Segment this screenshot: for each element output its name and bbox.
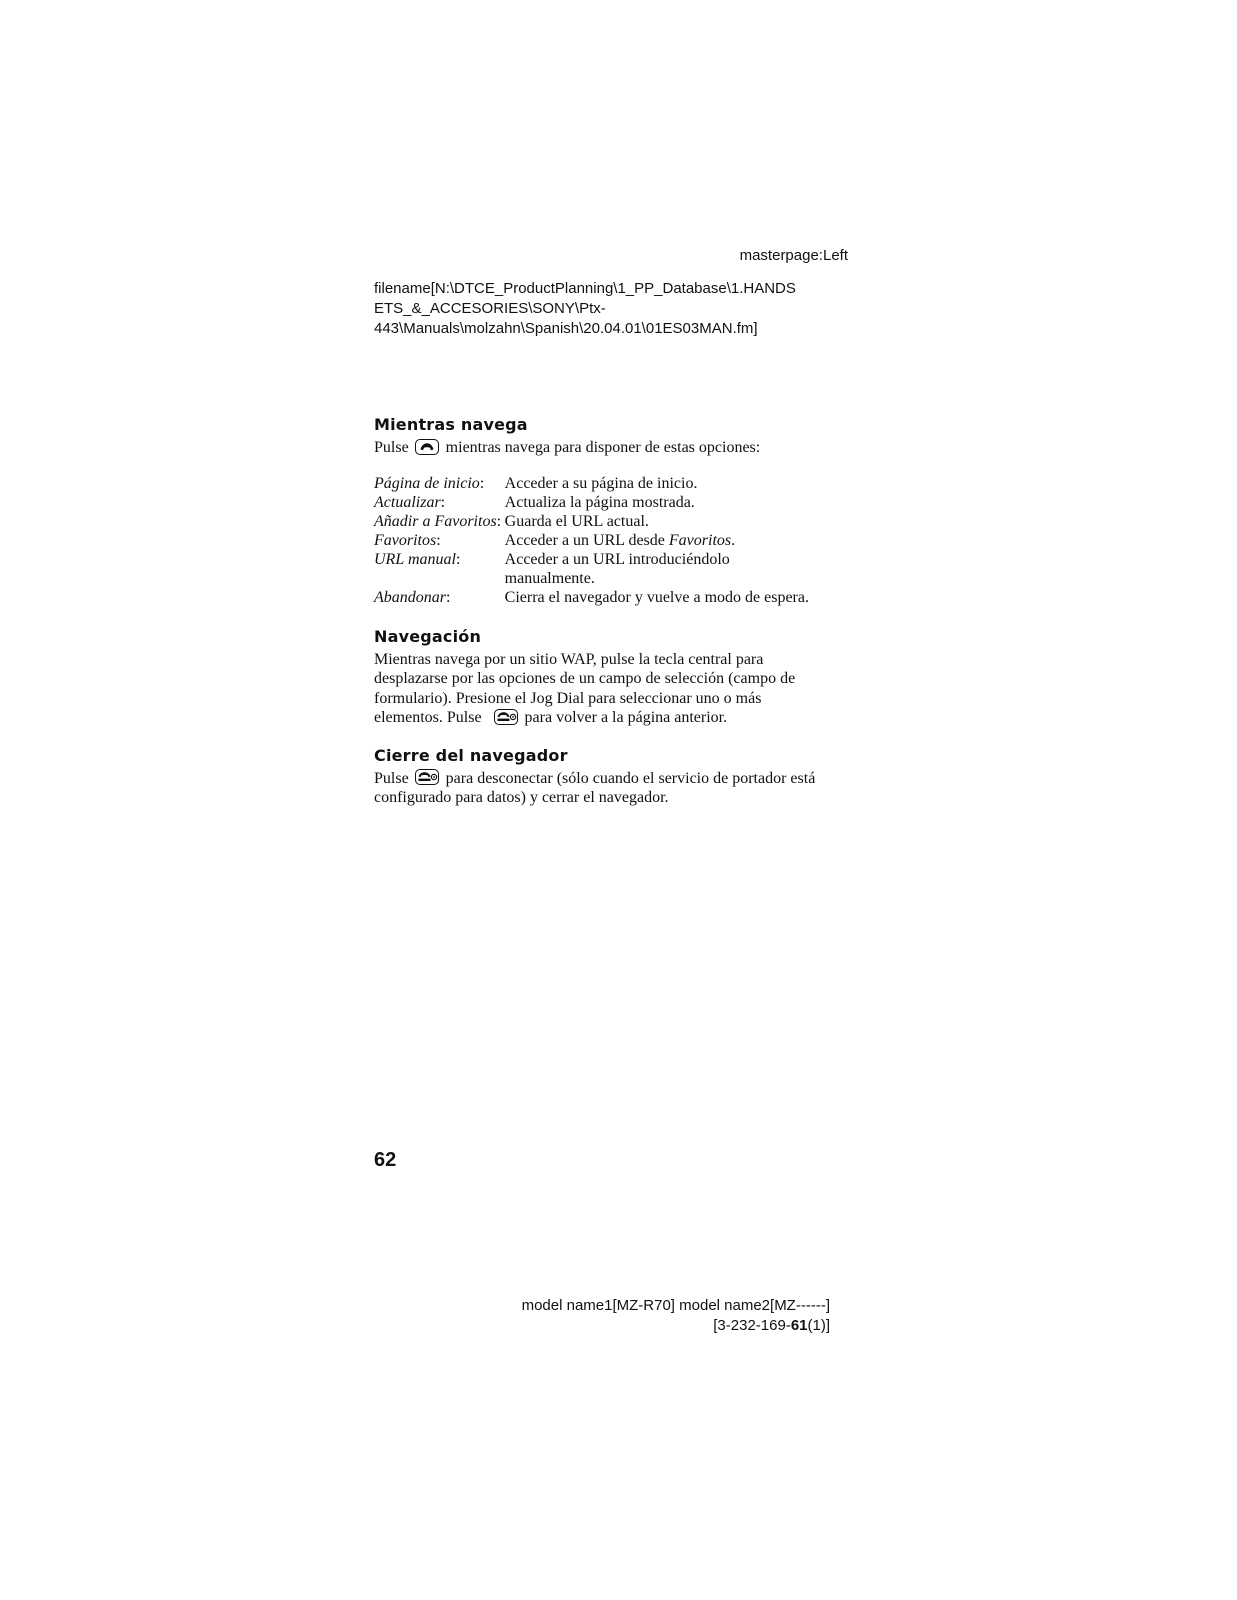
option-desc: Cierra el navegador y vuelve a modo de espera. (504, 588, 809, 606)
end-key-icon (494, 709, 518, 725)
options-table (374, 474, 854, 607)
section-title-browsing: Mientras navega (374, 415, 528, 434)
browsing-intro-start: Pulse (374, 439, 409, 456)
option-term: URL manual: (374, 550, 461, 568)
option-term: Abandonar: (374, 588, 451, 606)
call-key-icon (415, 439, 439, 455)
option-term: Actualizar: (374, 493, 446, 511)
navigation-text-start: Mientras navega por un sitio WAP, pulse la tecla central para desplazarse por las opciones de un campo de selección (campo de formulario). Presione el Jog Dial para seleccionar uno o más elementos. Pulse (374, 650, 796, 726)
navigation-text (374, 650, 832, 728)
filename-block (374, 279, 844, 339)
close-text-end: para desconectar (sólo cuando el servicio de portador está configurado para datos) y cerrar el navegador. (374, 769, 816, 806)
option-term: Añadir a Favoritos: (374, 512, 502, 530)
option-desc: Acceder a un URL introduciéndolo manualmente. (504, 550, 730, 587)
footer-code-line: [3-232-169-61(1)] (713, 1317, 830, 1334)
option-row (374, 588, 854, 607)
browsing-intro (374, 438, 854, 458)
filename-line-2: ETS_&_ACCESORIES\SONY\Ptx- (374, 300, 606, 317)
end-key-icon (415, 769, 439, 785)
page-number: 62 (374, 1149, 397, 1171)
option-desc: Actualiza la página mostrada. (504, 493, 695, 511)
filename-line-3: 443\Manuals\molzahn\Spanish\20.04.01\01ES03MAN.fm] (374, 320, 758, 337)
close-text-start: Pulse (374, 769, 409, 787)
filename-line-1: filename[N:\DTCE_ProductPlanning\1_PP_Database\1.HANDS (374, 280, 796, 297)
option-row (374, 512, 854, 531)
footer-model-line: model name1[MZ-R70] model name2[MZ------] (521, 1297, 830, 1314)
option-term: Página de inicio: (374, 474, 485, 492)
option-row (374, 550, 854, 588)
masterpage-label: masterpage:Left (739, 247, 848, 264)
footer (430, 1296, 830, 1336)
option-row (374, 531, 854, 550)
option-term: Favoritos: (374, 531, 441, 549)
section-title-close: Cierre del navegador (374, 745, 568, 765)
option-row (374, 474, 854, 493)
option-row (374, 493, 854, 512)
main-content (374, 415, 854, 808)
close-text (374, 769, 844, 808)
browsing-intro-end: mientras navega para disponer de estas opciones: (445, 439, 761, 456)
section-title-navigation: Navegación (374, 626, 482, 646)
option-desc: Acceder a su página de inicio. (504, 474, 698, 492)
navigation-text-end: para volver a la página anterior. (524, 709, 728, 726)
option-desc: Guarda el URL actual. (504, 512, 649, 530)
option-desc: Acceder a un URL desde Favoritos. (504, 531, 736, 549)
